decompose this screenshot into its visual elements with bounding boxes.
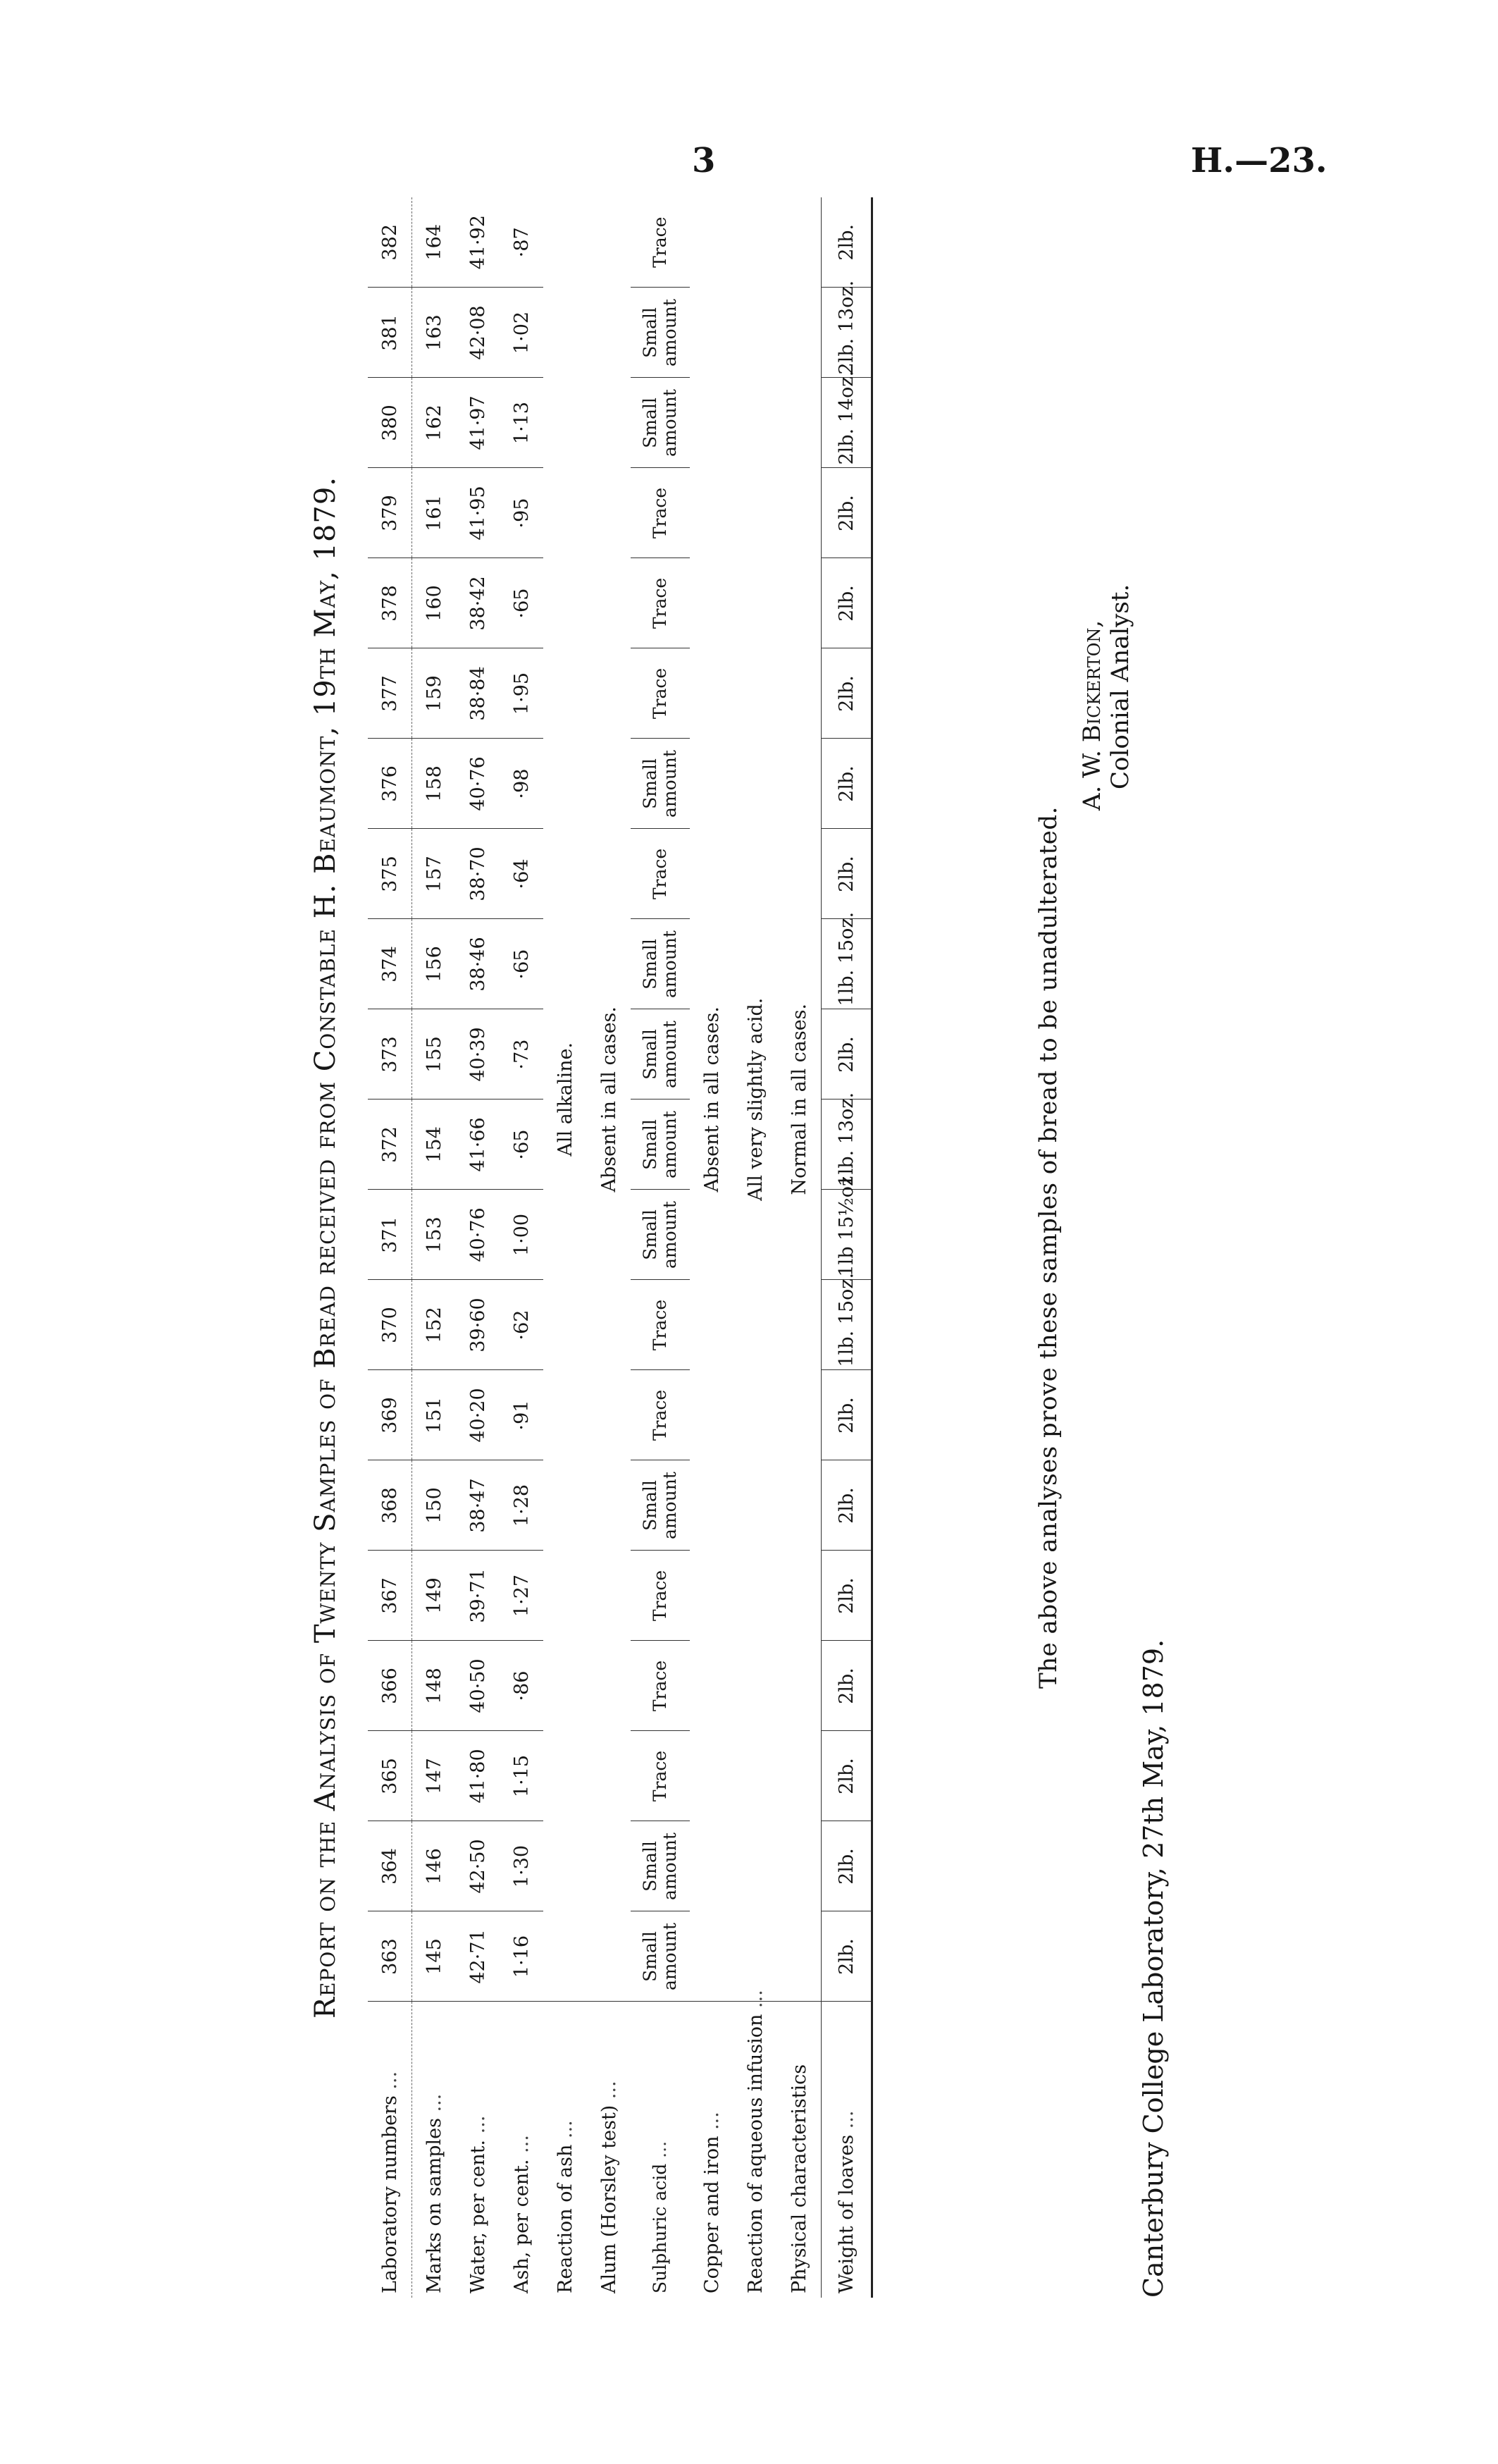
label-text: Weight of loaves bbox=[835, 2134, 858, 2293]
cell-sulphuric: Small amount bbox=[631, 1190, 690, 1280]
cell-sulphuric: Small amount bbox=[631, 1009, 690, 1099]
cell-mark: 147 bbox=[412, 1731, 457, 1821]
cell-sulphuric: Small amount bbox=[631, 1911, 690, 2002]
label-reaction-ash: Reaction of ash ... bbox=[554, 2120, 576, 2293]
cell-mark: 150 bbox=[412, 1460, 457, 1551]
label-laboratory-numbers: Laboratory numbers ... bbox=[368, 2002, 412, 2298]
label-alum: Alum (Horsley test) ... bbox=[598, 2081, 620, 2293]
cell-weight: 2lb. bbox=[822, 558, 872, 648]
cell-lab-number: 369 bbox=[368, 1370, 412, 1460]
cell-mark: 152 bbox=[412, 1280, 457, 1370]
laboratory-line: Canterbury College Laboratory, 27th May, 1879. bbox=[1138, 1639, 1169, 2298]
cell-ash: ·86 bbox=[500, 1641, 543, 1731]
merged-alum: Absent in all cases. bbox=[587, 197, 631, 2002]
cell-lab-number: 370 bbox=[368, 1280, 412, 1370]
label-text: Water, per cent. bbox=[466, 2139, 489, 2293]
cell-ash: 1·02 bbox=[500, 288, 543, 378]
cell-water: 40·20 bbox=[456, 1370, 500, 1460]
label-ash: Ash, per cent. ... bbox=[510, 2135, 533, 2293]
cell-sulphuric: Small amount bbox=[631, 1821, 690, 1911]
cell-sulphuric: Trace bbox=[631, 197, 690, 288]
cell-weight: 2lb. bbox=[822, 648, 872, 739]
cell-sulphuric: Small amount bbox=[631, 288, 690, 378]
cell-weight: 2lb. bbox=[822, 1911, 872, 2002]
cell-water: 38·47 bbox=[456, 1460, 500, 1551]
cell-ash: ·95 bbox=[500, 468, 543, 558]
label-copper: Copper and iron ... bbox=[700, 2112, 723, 2293]
cell-ash: ·73 bbox=[500, 1009, 543, 1099]
cell-lab-number: 380 bbox=[368, 378, 412, 468]
cell-sulphuric: Trace bbox=[631, 1551, 690, 1641]
cell-weight: 2lb. bbox=[822, 1551, 872, 1641]
row-alum bbox=[587, 197, 631, 2298]
cell-water: 41·80 bbox=[456, 1731, 500, 1821]
cell-weight: 2lb. bbox=[822, 1641, 872, 1731]
row-marks bbox=[412, 197, 457, 2298]
cell-weight: 2lb. bbox=[822, 1370, 872, 1460]
cell-mark: 148 bbox=[412, 1641, 457, 1731]
label-text: Physical characteristics bbox=[788, 2064, 810, 2293]
cell-weight: 2lb. bbox=[822, 197, 872, 288]
cell-weight: 2lb. bbox=[822, 739, 872, 829]
cell-lab-number: 363 bbox=[368, 1911, 412, 2002]
cell-weight: 2lb. bbox=[822, 1460, 872, 1551]
label-physical bbox=[777, 2002, 822, 2298]
cell-ash: 1·28 bbox=[500, 1460, 543, 1551]
cell-weight: 1lb. 15oz. bbox=[822, 1280, 872, 1370]
label-text: Reaction of aqueous infusion bbox=[744, 2014, 767, 2293]
label-text: Alum (Horsley test) bbox=[598, 2105, 620, 2293]
cell-mark: 157 bbox=[412, 829, 457, 919]
cell-mark: 161 bbox=[412, 468, 457, 558]
cell-weight: 2lb. bbox=[822, 468, 872, 558]
cell-water: 38·70 bbox=[456, 829, 500, 919]
cell-ash: ·65 bbox=[500, 919, 543, 1009]
row-laboratory-numbers bbox=[368, 197, 412, 2298]
cell-ash: 1·13 bbox=[500, 378, 543, 468]
cell-mark: 151 bbox=[412, 1370, 457, 1460]
cell-ash: ·91 bbox=[500, 1370, 543, 1460]
cell-ash: 1·16 bbox=[500, 1911, 543, 2002]
cell-sulphuric: Small amount bbox=[631, 1460, 690, 1551]
cell-lab-number: 379 bbox=[368, 468, 412, 558]
report-title-text: Report on the Analysis of Twenty Samples of Bread received from Constable H. Beaumont, 19th May, 1879. bbox=[309, 476, 342, 2019]
rotated-report bbox=[296, 197, 1184, 2298]
cell-mark: 156 bbox=[412, 919, 457, 1009]
cell-weight: 1lb. 13oz. bbox=[822, 1099, 872, 1190]
cell-water: 41·97 bbox=[456, 378, 500, 468]
cell-weight: 1lb 15½oz bbox=[822, 1190, 872, 1280]
cell-mark: 164 bbox=[412, 197, 457, 288]
row-water bbox=[456, 197, 500, 2298]
row-reaction-ash bbox=[543, 197, 587, 2298]
cell-sulphuric: Small amount bbox=[631, 739, 690, 829]
cell-ash: 1·30 bbox=[500, 1821, 543, 1911]
document-reference: H.—23. bbox=[1191, 141, 1327, 180]
cell-lab-number: 366 bbox=[368, 1641, 412, 1731]
cell-lab-number: 378 bbox=[368, 558, 412, 648]
cell-ash: ·65 bbox=[500, 558, 543, 648]
cell-mark: 158 bbox=[412, 739, 457, 829]
cell-sulphuric: Trace bbox=[631, 468, 690, 558]
cell-ash: 1·15 bbox=[500, 1731, 543, 1821]
cell-mark: 163 bbox=[412, 288, 457, 378]
cell-water: 40·50 bbox=[456, 1641, 500, 1731]
cell-lab-number: 374 bbox=[368, 919, 412, 1009]
cell-water: 38·42 bbox=[456, 558, 500, 648]
cell-sulphuric: Small amount bbox=[631, 1099, 690, 1190]
label-text: Reaction of ash bbox=[554, 2144, 576, 2293]
label-aqueous: Reaction of aqueous infusion ... bbox=[744, 1990, 767, 2293]
analysis-table bbox=[368, 197, 873, 2298]
cell-mark: 160 bbox=[412, 558, 457, 648]
cell-lab-number: 372 bbox=[368, 1099, 412, 1190]
label-text: Laboratory numbers bbox=[378, 2095, 401, 2293]
label-text: Sulphuric acid bbox=[650, 2163, 670, 2293]
page-number: 3 bbox=[692, 141, 716, 180]
row-aqueous bbox=[733, 197, 777, 2298]
cell-water: 40·76 bbox=[456, 1190, 500, 1280]
cell-lab-number: 377 bbox=[368, 648, 412, 739]
row-physical bbox=[777, 197, 822, 2298]
label-text: Ash, per cent. bbox=[510, 2159, 533, 2293]
row-copper bbox=[690, 197, 733, 2298]
cell-ash: 1·27 bbox=[500, 1551, 543, 1641]
cell-sulphuric: Trace bbox=[631, 648, 690, 739]
cell-water: 39·60 bbox=[456, 1280, 500, 1370]
merged-copper: Absent in all cases. bbox=[690, 197, 733, 2002]
label-sulphuric: Sulphuric acid ... bbox=[650, 2140, 670, 2293]
cell-weight: 2lb. 14oz. bbox=[822, 378, 872, 468]
cell-weight: 2lb. bbox=[822, 1731, 872, 1821]
cell-lab-number: 365 bbox=[368, 1731, 412, 1821]
cell-water: 40·76 bbox=[456, 739, 500, 829]
label-weight: Weight of loaves ... bbox=[822, 2002, 872, 2298]
cell-sulphuric: Trace bbox=[631, 1280, 690, 1370]
cell-water: 38·46 bbox=[456, 919, 500, 1009]
label-text: Copper and iron bbox=[700, 2136, 723, 2293]
row-sulphuric bbox=[631, 197, 690, 2298]
cell-mark: 149 bbox=[412, 1551, 457, 1641]
merged-aqueous: All very slightly acid. bbox=[733, 197, 777, 2002]
cell-mark: 153 bbox=[412, 1190, 457, 1280]
cell-water: 42·71 bbox=[456, 1911, 500, 2002]
cell-lab-number: 368 bbox=[368, 1460, 412, 1551]
cell-mark: 146 bbox=[412, 1821, 457, 1911]
cell-sulphuric: Small amount bbox=[631, 919, 690, 1009]
cell-sulphuric: Trace bbox=[631, 1731, 690, 1821]
cell-water: 40·39 bbox=[456, 1009, 500, 1099]
label-water: Water, per cent. ... bbox=[466, 2115, 489, 2293]
cell-weight: 2lb. bbox=[822, 829, 872, 919]
cell-lab-number: 376 bbox=[368, 739, 412, 829]
cell-weight: 2lb. 13oz. bbox=[822, 288, 872, 378]
cell-sulphuric: Trace bbox=[631, 1641, 690, 1731]
cell-ash: ·62 bbox=[500, 1280, 543, 1370]
cell-mark: 162 bbox=[412, 378, 457, 468]
cell-mark: 155 bbox=[412, 1009, 457, 1099]
cell-ash: ·98 bbox=[500, 739, 543, 829]
cell-water: 42·08 bbox=[456, 288, 500, 378]
cell-ash: ·64 bbox=[500, 829, 543, 919]
cell-water: 41·92 bbox=[456, 197, 500, 288]
signature-name: A. W. Bickerton, bbox=[1078, 620, 1106, 811]
cell-sulphuric: Small amount bbox=[631, 378, 690, 468]
cell-ash: ·65 bbox=[500, 1099, 543, 1190]
cell-weight: 1lb. 15oz. bbox=[822, 919, 872, 1009]
cell-lab-number: 381 bbox=[368, 288, 412, 378]
cell-water: 38·84 bbox=[456, 648, 500, 739]
cell-sulphuric: Trace bbox=[631, 558, 690, 648]
cell-water: 42·50 bbox=[456, 1821, 500, 1911]
label-text: Marks on samples bbox=[423, 2118, 445, 2293]
cell-lab-number: 375 bbox=[368, 829, 412, 919]
conclusion: The above analyses prove these samples of bread to be unadulterated. bbox=[1034, 806, 1063, 1689]
cell-water: 41·66 bbox=[456, 1099, 500, 1190]
merged-physical: Normal in all cases. bbox=[777, 197, 822, 2002]
cell-lab-number: 382 bbox=[368, 197, 412, 288]
cell-ash: ·87 bbox=[500, 197, 543, 288]
cell-mark: 145 bbox=[412, 1911, 457, 2002]
cell-mark: 154 bbox=[412, 1099, 457, 1190]
report-title bbox=[296, 197, 355, 2298]
cell-ash: 1·00 bbox=[500, 1190, 543, 1280]
cell-weight: 2lb. bbox=[822, 1821, 872, 1911]
label-marks: Marks on samples ... bbox=[423, 2093, 445, 2293]
cell-water: 41·95 bbox=[456, 468, 500, 558]
cell-sulphuric: Trace bbox=[631, 829, 690, 919]
signature-title: Colonial Analyst. bbox=[1106, 584, 1134, 789]
row-ash bbox=[500, 197, 543, 2298]
cell-weight: 2lb. bbox=[822, 1009, 872, 1099]
cell-ash: 1·95 bbox=[500, 648, 543, 739]
cell-sulphuric: Trace bbox=[631, 1370, 690, 1460]
cell-mark: 159 bbox=[412, 648, 457, 739]
cell-water: 39·71 bbox=[456, 1551, 500, 1641]
cell-lab-number: 371 bbox=[368, 1190, 412, 1280]
cell-lab-number: 367 bbox=[368, 1551, 412, 1641]
cell-lab-number: 373 bbox=[368, 1009, 412, 1099]
row-weight bbox=[822, 197, 872, 2298]
merged-reaction-ash: All alkaline. bbox=[543, 197, 587, 2002]
cell-lab-number: 364 bbox=[368, 1821, 412, 1911]
